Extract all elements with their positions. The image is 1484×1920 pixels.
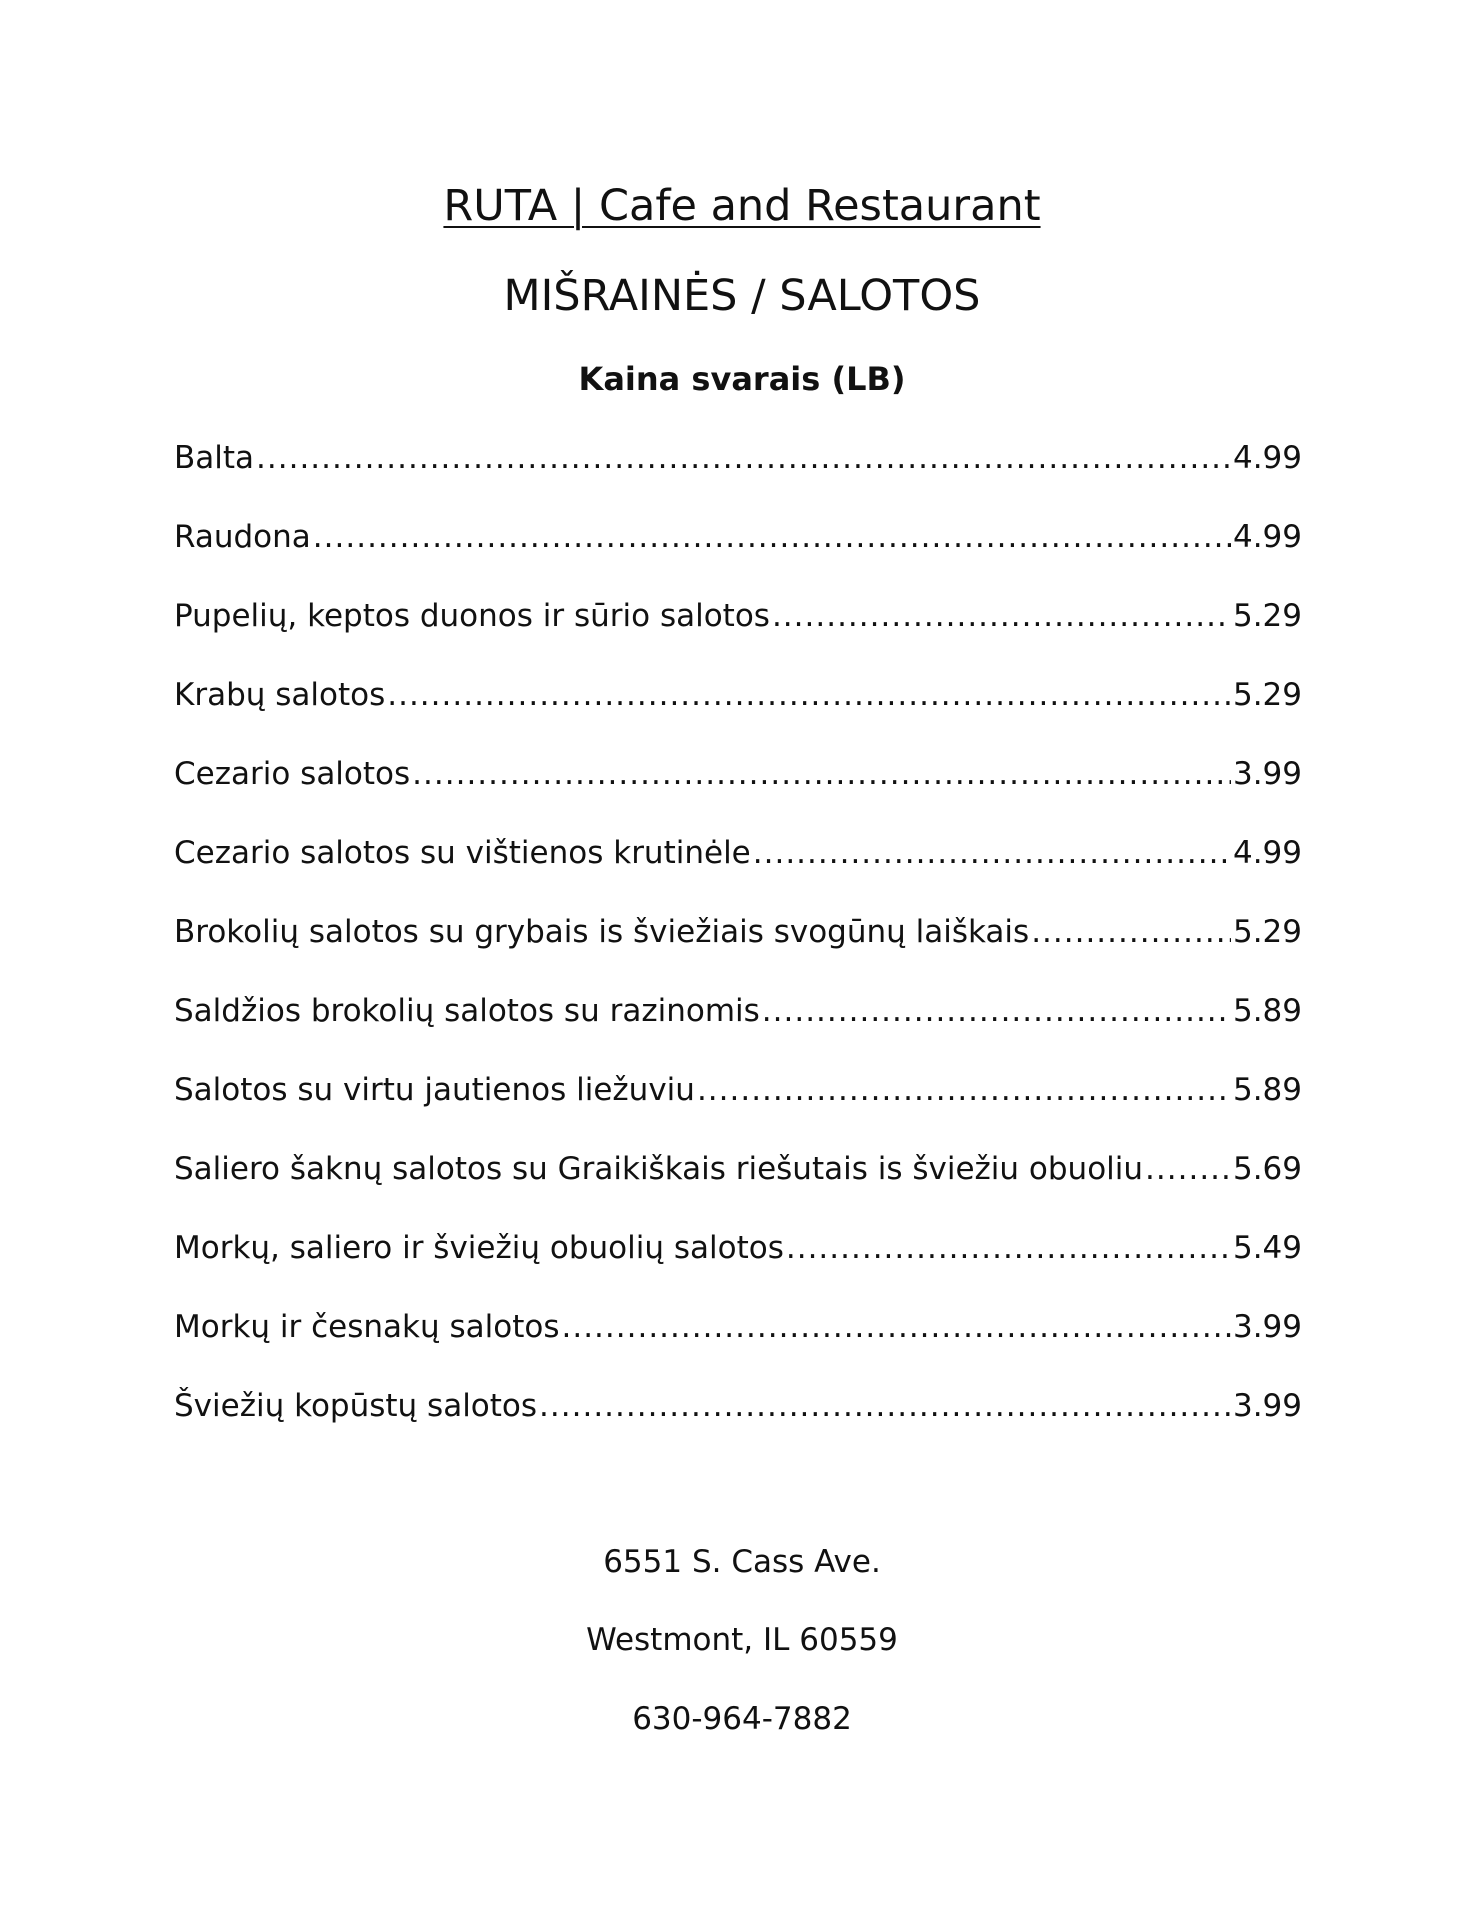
- menu-item: [174, 1145, 1302, 1224]
- menu-item: [174, 434, 1302, 513]
- menu-item-price: 5.29: [1232, 677, 1302, 713]
- dot-leader: [1031, 908, 1231, 956]
- menu-item-price: 4.99: [1232, 440, 1302, 476]
- menu-list: [174, 434, 1302, 1461]
- restaurant-title: [0, 178, 1484, 234]
- menu-item-price: 3.99: [1232, 1309, 1302, 1345]
- menu-item-name: Balta: [174, 440, 255, 476]
- menu-item: [174, 987, 1302, 1066]
- menu-item: [174, 829, 1302, 908]
- dot-leader: [1145, 1145, 1231, 1193]
- menu-item-price: 3.99: [1232, 756, 1302, 792]
- menu-item-name: Morkų ir česnakų salotos: [174, 1309, 560, 1345]
- dot-leader: [697, 1066, 1231, 1114]
- dot-leader: [387, 671, 1231, 719]
- menu-item-price: 3.99: [1232, 1388, 1302, 1424]
- menu-item-name: Salotos su virtu jautienos liežuviu: [174, 1072, 695, 1108]
- menu-item: [174, 671, 1302, 750]
- dot-leader: [753, 829, 1231, 877]
- menu-item-price: 5.89: [1232, 1072, 1302, 1108]
- dot-leader: [786, 1224, 1231, 1272]
- menu-item-price: 5.29: [1232, 598, 1302, 634]
- menu-item-name: Raudona: [174, 519, 311, 555]
- restaurant-name: RUTA | Cafe and Restaurant: [443, 181, 1041, 231]
- menu-item-name: Saldžios brokolių salotos su razinomis: [174, 993, 760, 1029]
- menu-item: [174, 1066, 1302, 1145]
- dot-leader: [412, 750, 1231, 798]
- menu-item-price: 5.69: [1232, 1151, 1302, 1187]
- menu-item: [174, 1303, 1302, 1382]
- menu-item-name: Šviežių kopūstų salotos: [174, 1388, 538, 1424]
- menu-item-price: 5.49: [1232, 1230, 1302, 1266]
- dot-leader: [562, 1303, 1231, 1351]
- address-city: Westmont, IL 60559: [586, 1622, 898, 1658]
- dot-leader: [256, 434, 1231, 482]
- menu-item-price: 4.99: [1232, 835, 1302, 871]
- menu-item: [174, 1224, 1302, 1303]
- dot-leader: [539, 1382, 1231, 1430]
- dot-leader: [762, 987, 1231, 1035]
- dot-leader: [313, 513, 1231, 561]
- menu-item-name: Brokolių salotos su grybais is šviežiais svogūnų laiškais: [174, 914, 1030, 950]
- menu-item-name: Cezario salotos su vištienos krutinėle: [174, 835, 751, 871]
- menu-item: [174, 513, 1302, 592]
- menu-item-name: Morkų, saliero ir šviežių obuolių salotos: [174, 1230, 784, 1266]
- price-unit-heading: Kaina svarais (LB): [578, 360, 906, 398]
- menu-item: [174, 750, 1302, 829]
- menu-item-name: Saliero šaknų salotos su Graikiškais riešutais is šviežiu obuoliu: [174, 1151, 1144, 1187]
- menu-item-price: 4.99: [1232, 519, 1302, 555]
- menu-item: [174, 1382, 1302, 1461]
- phone-number: 630-964-7882: [632, 1701, 852, 1737]
- section-title: MIŠRAINĖS / SALOTOS: [503, 271, 981, 321]
- menu-item-name: Pupelių, keptos duonos ir sūrio salotos: [174, 598, 770, 634]
- menu-item-name: Krabų salotos: [174, 677, 386, 713]
- menu-item-price: 5.89: [1232, 993, 1302, 1029]
- address-street: 6551 S. Cass Ave.: [603, 1544, 881, 1580]
- menu-item-name: Cezario salotos: [174, 756, 411, 792]
- menu-item: [174, 592, 1302, 671]
- menu-item-price: 5.29: [1232, 914, 1302, 950]
- menu-item: [174, 908, 1302, 987]
- dot-leader: [772, 592, 1231, 640]
